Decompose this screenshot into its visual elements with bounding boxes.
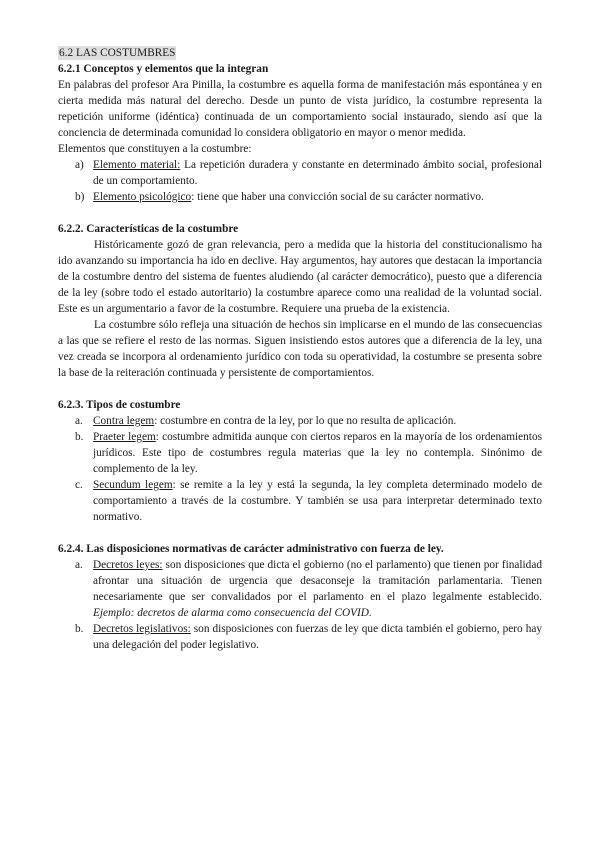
list-item — [58, 189, 542, 205]
list-marker: b. — [75, 431, 84, 443]
heading-6-2-4: 6.2.4. Las disposiciones normativas de carácter administrativo con fuerza de ley. — [58, 543, 444, 555]
item-text: son disposiciones que dicta el gobierno (no el parlamento) que tienen por finalidad afrontar una situación de urgencia que desaconseje la tramitación parlamentaria. Tienen necesariamente que ser convalidados por el parlamento en el plazo legalmente establecido. — [93, 559, 542, 603]
list-marker: b. — [75, 623, 84, 635]
term-decretos-legislativos: Decretos legislativos: — [93, 623, 191, 635]
section-title: 6.2 LAS COSTUMBRES — [59, 47, 176, 59]
types-list — [58, 413, 542, 525]
paragraph-characteristics-1: Históricamente gozó de gran relevancia, pero a medida que la historia del constitucionalismo ha ido avanzando su importancia ha ido en declive. Hay argumentos, hay autores que destacan la importancia de la costumbre dentro del sistema de fuentes aludiendo (al carácter democrático), puesto que a diferencia de la ley (sobre todo el estado autoritario) la costumbre aparece como una realidad de la voluntad social. Este es un argumentario a favor de la costumbre. Requiere una prueba de la existencia. — [58, 239, 542, 315]
paragraph-concept: En palabras del profesor Ara Pinilla, la costumbre es aquella forma de manifestación más espontánea y en cierta medida más natural del derecho. Desde un punto de vista jurídico, la costumbre representa la repetición uniforme (idéntica) continuada de un comportamiento social instaurado, siendo así que la conciencia de determinada comunidad lo considera obligatorio en mayor o menor medida. — [58, 79, 542, 139]
list-marker: b) — [75, 191, 85, 203]
list-item — [58, 477, 542, 525]
list-marker: a. — [75, 559, 83, 571]
heading-6-2-3: 6.2.3. Tipos de costumbre — [58, 399, 181, 411]
item-text: : se remite a la ley y está la segunda, la ley completa determinado modelo de comportamiento a través de la costumbre. Y también se usa para interpretar determinado texto normativo. — [93, 479, 542, 523]
item-text: : costumbre en contra de la ley, por lo que no resulta de aplicación. — [154, 415, 457, 427]
list-item — [58, 557, 542, 621]
term-decretos-leyes: Decretos leyes: — [93, 559, 163, 571]
list-item — [58, 157, 542, 189]
dispositions-list — [58, 557, 542, 653]
term-elemento-material: Elemento material: — [93, 159, 181, 171]
item-text: : costumbre admitida aunque con ciertos reparos en la mayoría de los ordenamientos jurídicos. Este tipo de costumbres regula materias que la ley no contempla. Sinónimo de complemento de la ley. — [93, 431, 542, 475]
elements-list — [58, 157, 542, 205]
item-text: : tiene que haber una convicción social de su carácter normativo. — [191, 191, 484, 203]
example-text: Ejemplo: decretos de alarma como consecuencia del COVID. — [93, 607, 372, 619]
list-item — [58, 429, 542, 477]
elements-intro: Elementos que constituyen a la costumbre: — [58, 143, 252, 155]
term-secundum-legem: Secundum legem — [93, 479, 173, 491]
list-marker: a) — [75, 159, 84, 171]
term-elemento-psicologico: Elemento psicológico — [93, 191, 192, 203]
term-praeter-legem: Praeter legem — [93, 431, 156, 443]
heading-6-2-1: 6.2.1 Conceptos y elementos que la integran — [58, 63, 269, 75]
list-item — [58, 621, 542, 653]
item-text: La repetición duradera y constante en determinado ámbito social, profesional de un comportamiento. — [93, 159, 543, 187]
term-contra-legem: Contra legem — [93, 415, 155, 427]
item-text: son disposiciones con fuerzas de ley que dicta también el gobierno, pero hay una delegación del poder legislativo. — [93, 623, 543, 651]
heading-6-2-2: 6.2.2. Características de la costumbre — [58, 223, 239, 235]
list-item — [58, 413, 542, 429]
list-marker: c. — [75, 479, 83, 491]
paragraph-characteristics-2: La costumbre sólo refleja una situación de hechos sin implicarse en el mundo de las consecuencias a las que se refiere el resto de las normas. Siguen insistiendo estos autores que a diferencia de la ley, una vez creada se incorpora al ordenamiento jurídico con toda su operatividad, la costumbre se presenta sobre la base de la reiteración continuada y persistente de comportamientos. — [58, 319, 542, 379]
list-marker: a. — [75, 415, 83, 427]
